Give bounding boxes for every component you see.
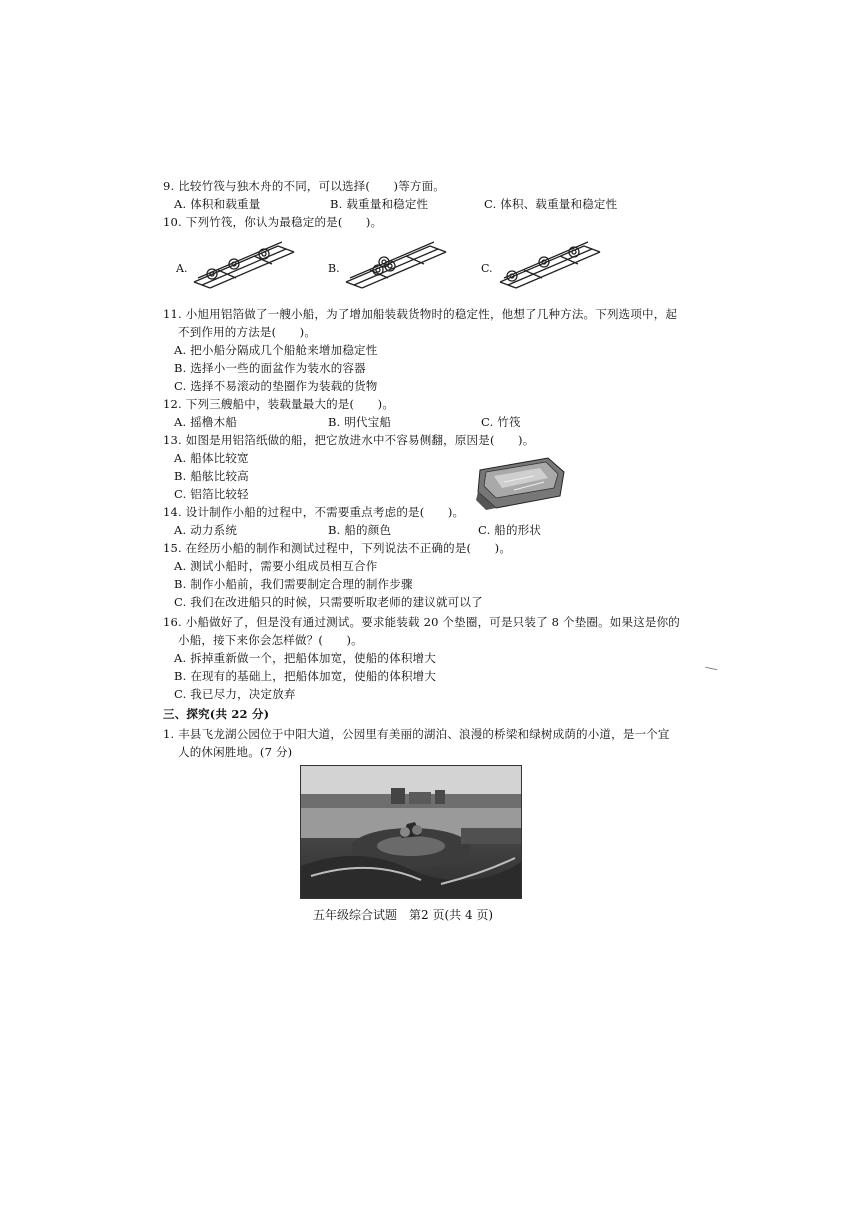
q14-option-c: C. 船的形状 [478,523,542,537]
q9-option-a: A. 体积和载重量 [174,197,261,211]
q12-option-c: C. 竹筏 [481,415,521,429]
q12-option-a: A. 摇橹木船 [174,415,238,429]
park-photo [300,765,522,899]
q11-stem-line1: 11. 小旭用铝箔做了一艘小船，为了增加船装载货物时的稳定性，他想了几种方法。下列选项中，起 [163,307,678,321]
q10-option-b-label: B. [328,262,340,275]
q10-option-c-label: C. [481,262,493,275]
q9-stem: 9. 比较竹筏与独木舟的不同，可以选择( )等方面。 [163,179,445,193]
q14-option-b: B. 船的颜色 [328,523,392,537]
q16-option-b: B. 在现有的基础上，把船体加宽，使船的体积增大 [174,669,437,683]
q16-stem-line1: 16. 小船做好了，但是没有通过测试。要求能装载 20 个垫圈，可是只装了 8 个垫圈。如果这是你的 [163,615,681,629]
q16-option-a: A. 拆掉重新做一个，把船体加宽，使船的体积增大 [174,651,436,665]
section3-q1-line1: 1. 丰县飞龙湖公园位于中阳大道，公园里有美丽的湖泊、浪漫的桥梁和绿树成荫的小道，是一个宜 [163,727,670,741]
q10-stem: 10. 下列竹筏，你认为最稳定的是( )。 [163,215,383,229]
q15-option-b: B. 制作小船前，我们需要制定合理的制作步骤 [174,577,413,591]
q13-option-a: A. 船体比较宽 [174,451,249,465]
q11-stem-line2: 不到作用的方法是( )。 [178,325,317,339]
page-footer: 五年级综合试题 第2 页(共 4 页) [313,908,494,922]
q13-option-c: C. 铝箔比较轻 [174,487,249,501]
q12-option-b: B. 明代宝船 [328,415,392,429]
section3-q1-line2: 人的休闲胜地。(7 分) [178,745,293,759]
scan-speck [705,667,718,673]
q10-option-a-label: A. [176,262,188,275]
section3-heading: 三、探究(共 22 分) [163,707,270,721]
q16-option-c: C. 我已尽力，决定放弃 [174,687,296,701]
q12-stem: 12. 下列三艘船中，装载量最大的是( )。 [163,397,395,411]
q16-stem-line2: 小船，接下来你会怎样做？( )。 [178,633,363,647]
raft-b-image [340,236,490,292]
q15-option-a: A. 测试小船时，需要小组成员相互合作 [174,559,378,573]
raft-a-image [188,236,338,292]
q14-option-a: A. 动力系统 [174,523,238,537]
q9-option-c: C. 体积、载重量和稳定性 [484,197,618,211]
q9-option-b: B. 载重量和稳定性 [330,197,429,211]
q13-stem: 13. 如图是用铝箔纸做的船，把它放进水中不容易侧翻，原因是( )。 [163,433,535,447]
raft-c-image [494,236,644,292]
q11-option-c: C. 选择不易滚动的垫圈作为装载的货物 [174,379,378,393]
foil-boat-image [474,452,566,510]
q14-stem: 14. 设计制作小船的过程中，不需要重点考虑的是( )。 [163,505,465,519]
q11-option-a: A. 把小船分隔成几个船舱来增加稳定性 [174,343,378,357]
q15-stem: 15. 在经历小船的制作和测试过程中，下列说法不正确的是( )。 [163,541,512,555]
q15-option-c: C. 我们在改进船只的时候，只需要听取老师的建议就可以了 [174,595,483,609]
q13-option-b: B. 船舷比较高 [174,469,249,483]
q11-option-b: B. 选择小一些的面盆作为装水的容器 [174,361,366,375]
